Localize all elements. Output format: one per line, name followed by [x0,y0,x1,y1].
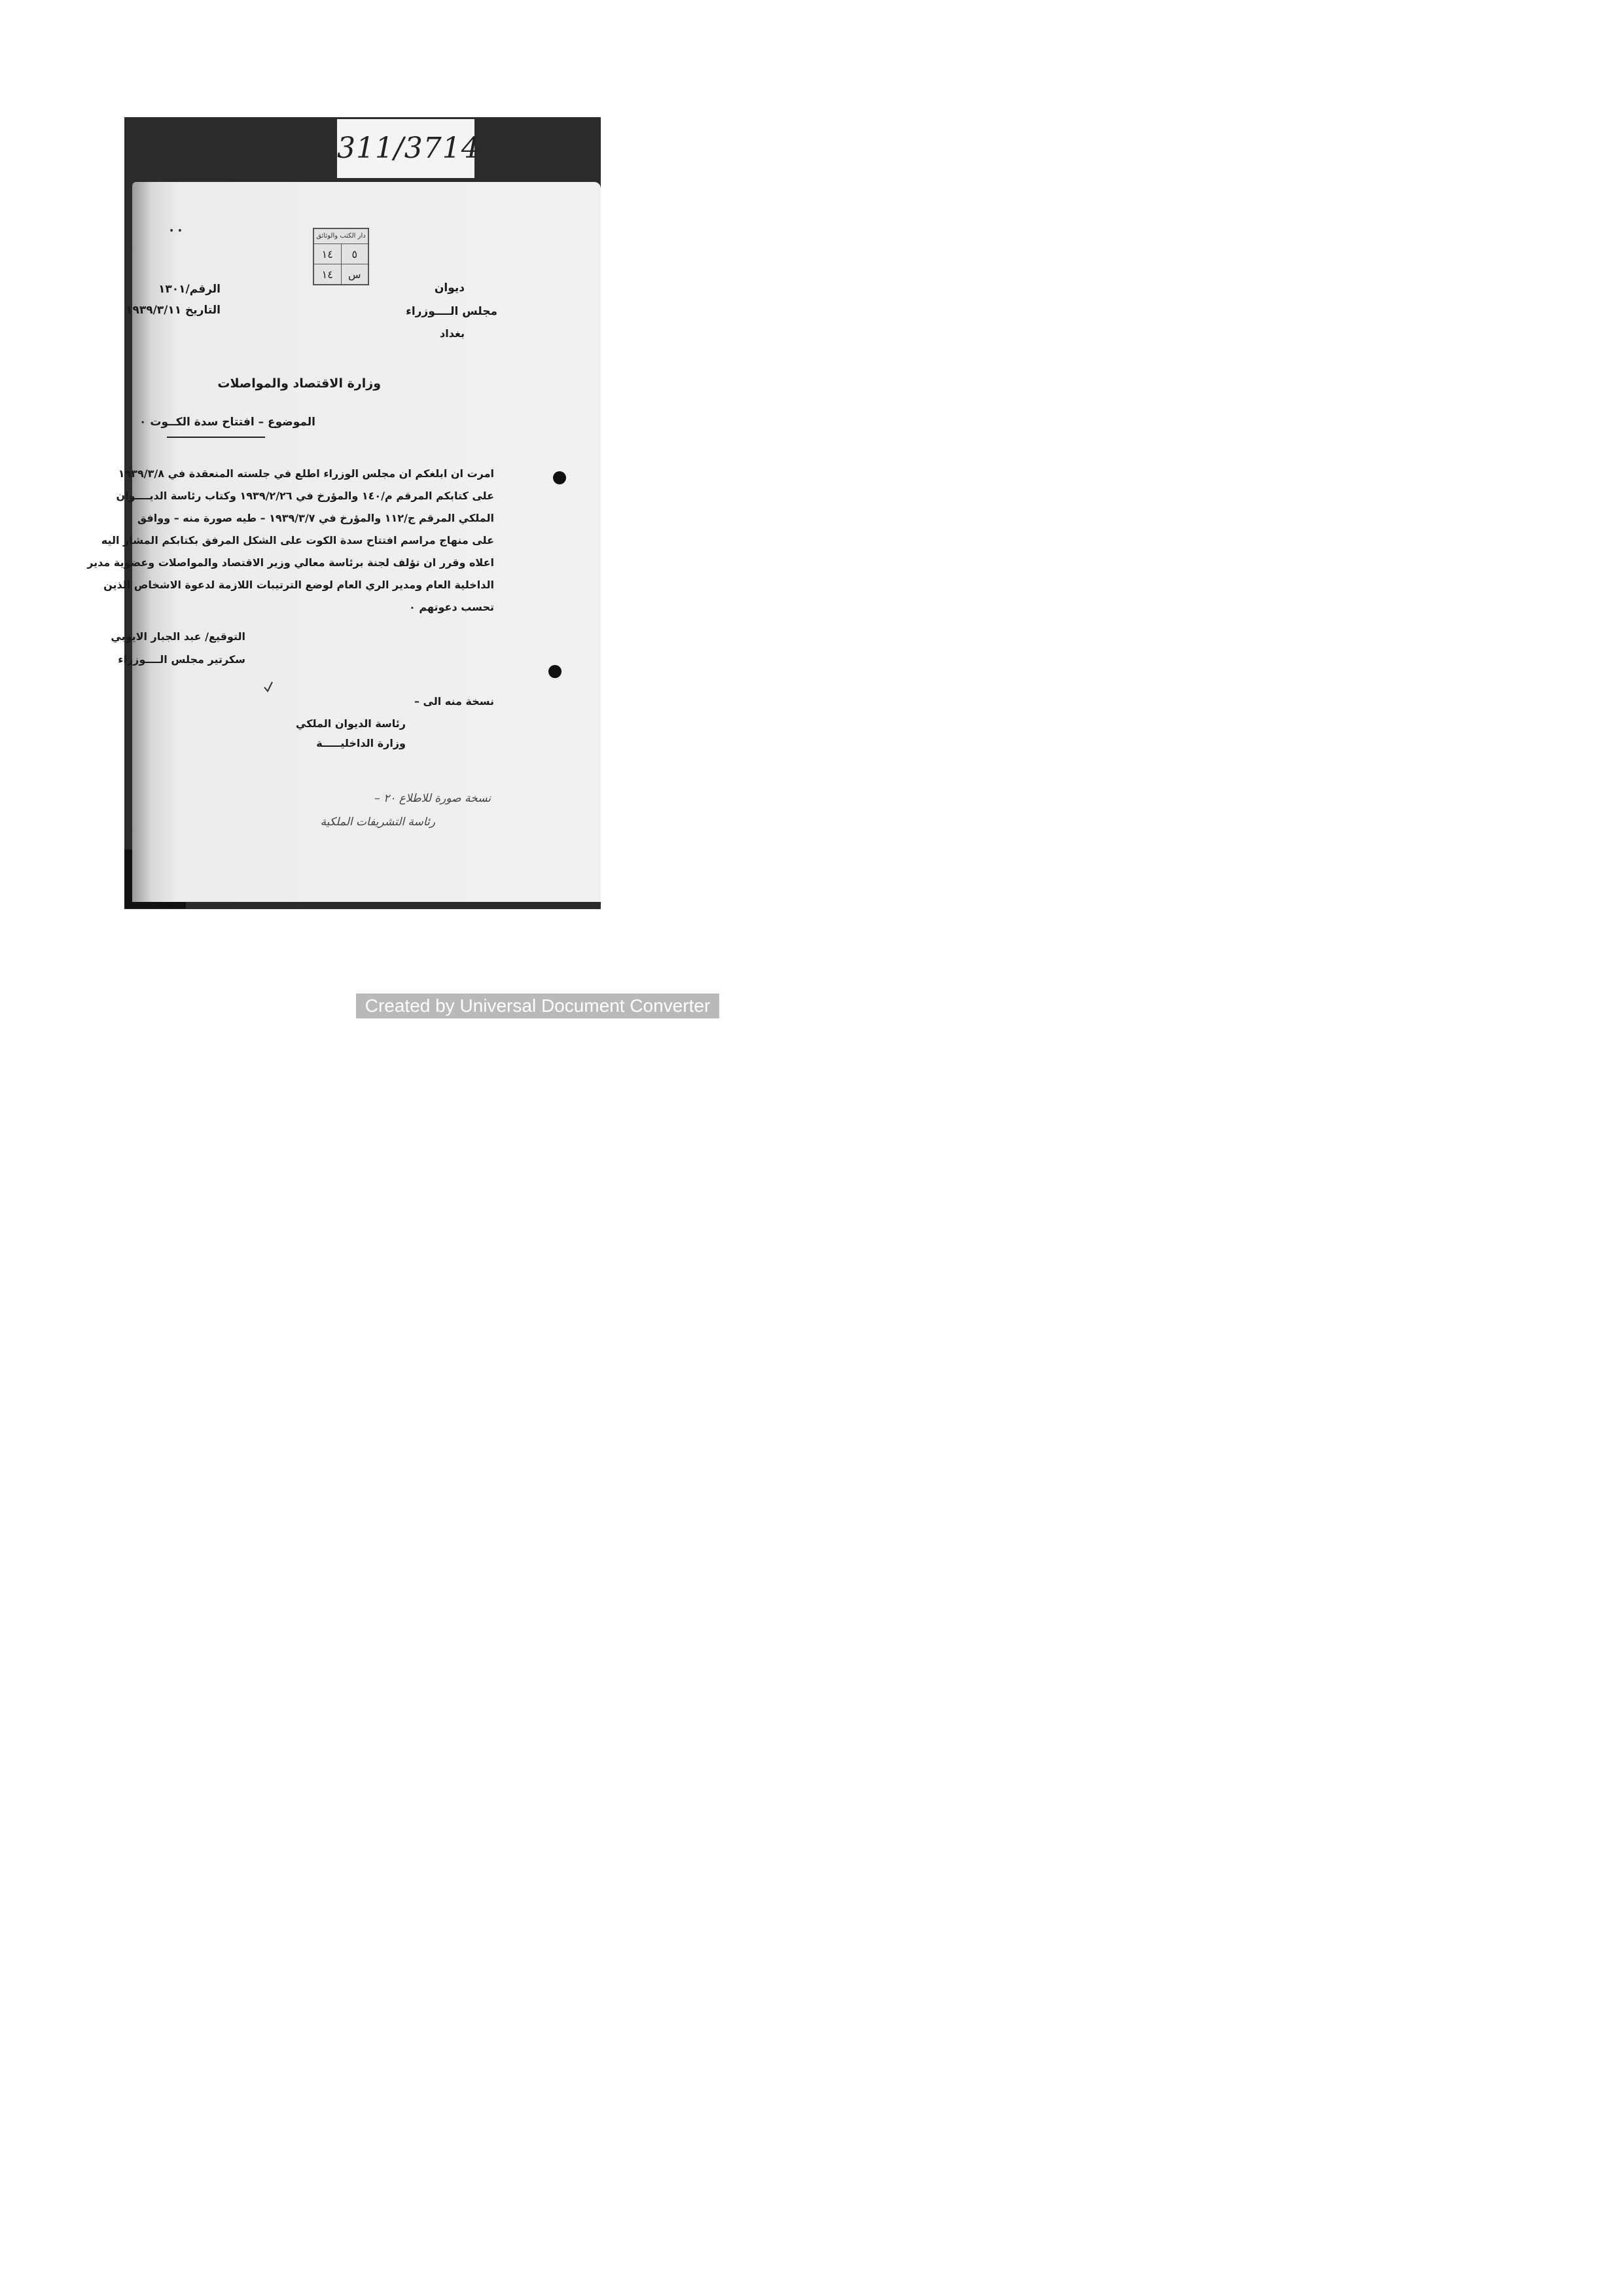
signature-name: التوقيع/ عبد الجبار الايوبي [111,630,245,643]
body-line: على منهاج مراسم افتتاح سدة الكوت على الشكل المرفق بكتابكم المشار اليه [101,534,494,547]
copy-recipient: وزارة الداخليـــــة [316,737,406,749]
stamp-cell: ١٤ [321,268,333,281]
document-number: الرقم/١٣٠١ [158,283,221,296]
page-marks: • • [169,226,183,236]
punch-hole [548,665,562,678]
body-line: على كتابكم المرقم م/١٤٠ والمؤرخ في ١٩٣٩/٢/٢٦ وكتاب رئاسة الديــــوان [116,490,494,502]
converter-watermark: Created by Universal Document Converter [356,994,719,1018]
punch-hole [553,471,566,484]
stamp-header: دار الكتب والوثائق [314,229,368,244]
copy-recipient: رئاسة الديوان الملكي [296,717,406,730]
archive-reference-label: 311/3714 [337,119,474,178]
handwritten-note-line-2: رئاسة التشريفات الملكية [320,816,435,829]
signature-title: سكرتير مجلس الــــوزراء [118,653,245,666]
stamp-cell: ٥ [341,244,368,264]
handwritten-note-line-1: نسخة صورة للاطلاع ٢٠ – [374,792,491,805]
letter-body [87,463,494,619]
copies-heading: نسخة منه الى – [414,695,494,708]
stamp-cell: ١٤ [321,247,333,260]
sender-line-2: مجلس الــــوزراء [406,305,497,318]
stamp-cell: س [341,264,368,284]
body-line: امرت ان ابلغكم ان مجلس الوزراء اطلع في جلسته المنعقدة في ١٩٣٩/٣/٨ [118,467,494,480]
body-line: تحسب دعوتهم ٠ [409,601,494,613]
body-line: الملكي المرقم ج/١١٢ والمؤرخ في ١٩٣٩/٣/٧ – طيه صورة منه – ووافق [137,512,494,524]
body-line: اعلاه وقرر ان تؤلف لجنة برئاسة معالي وزير الاقتصاد والمواصلات وعضوية مدير [87,556,494,569]
stamp-row [314,244,368,264]
stamp-row [314,264,368,284]
check-mark-icon [263,681,274,692]
body-line: الداخلية العام ومدير الري العام لوضع الترتيبات اللازمة لدعوة الاشخاص الذين [103,579,494,591]
sender-line-3: بغداد [440,327,465,340]
subject-line: الموضوع – افتتاح سدة الكــوت ٠ [139,416,315,429]
sender-line-1: ديوان [434,281,465,295]
document-date: التاريخ ١٩٣٩/٣/١١ [126,304,221,317]
recipient-ministry: وزارة الاقتصاد والمواصلات [217,376,381,391]
archive-stamp [313,228,369,285]
subject-underline [167,437,265,438]
